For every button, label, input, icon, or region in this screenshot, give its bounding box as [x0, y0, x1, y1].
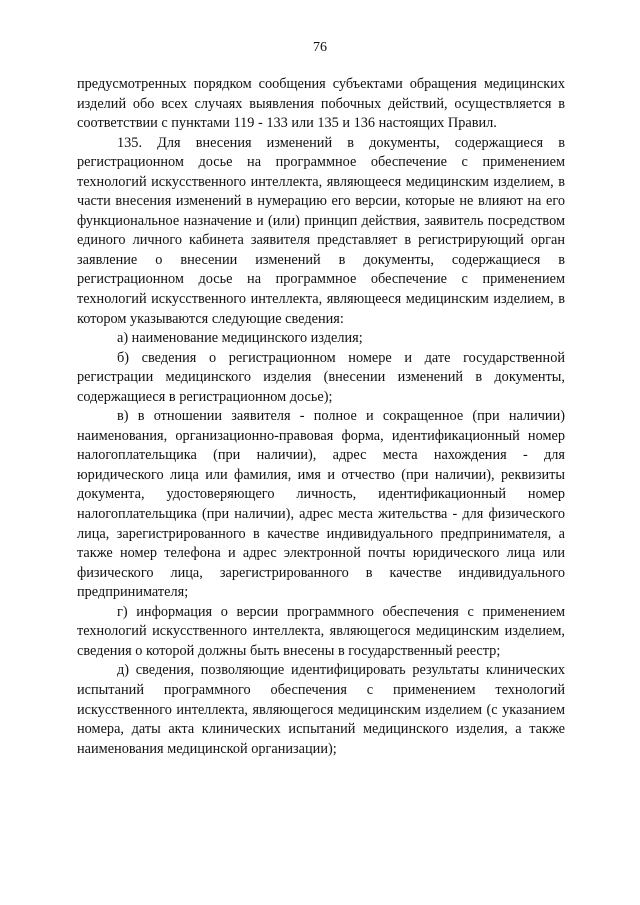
subitem-a: а) наименование медицинского изделия; [117, 330, 363, 347]
paragraph-continuation: предусмотренных порядком сообщения субъектами обращения медицинских изделий обо всех случаях выявления побочных действий, осуществляется в соответствии с пунктами 119 - 133 или 135 и 136 настоящих Правил. [77, 76, 565, 132]
subitem-b: б) сведения о регистрационном номере и дате государственной регистрации медицинского изделия (внесении изменений в документы, содержащиеся в регистрационном досье); [77, 349, 565, 405]
subitem-d: д) сведения, позволяющие идентифицировать результаты клинических испытаний программного обеспечения с применением технологий искусственного интеллекта, являющегося медицинским изделием (с указанием номера, даты акта клинических испытаний медицинского изделия, а также наименования медицинской организации); [77, 662, 565, 757]
page-number: 76 [313, 40, 327, 55]
paragraph-item-135: 135. Для внесения изменений в документы, содержащиеся в регистрационном досье на программное обеспечение с применением технологий искусственного интеллекта, являющееся медицинским изделием, в части внесения изменений в нумерацию его версии, которые не влияют на его функциональное назначение и (или) принцип действия, заявитель посредством единого личного кабинета заявителя представляет в регистрирующий орган заявление о внесении изменений в документы, содержащиеся в регистрационном досье на программное обеспечение с применением технологий искусственного интеллекта, являющееся медицинским изделием, в котором указываются следующие сведения: [77, 134, 565, 327]
document-body [77, 75, 565, 759]
subitem-v: в) в отношении заявителя - полное и сокращенное (при наличии) наименования, организационно-правовая форма, идентификационный номер налогоплательщика (при наличии), адрес места нахождения - для юридического лица или фамилия, имя и отчество (при наличии), реквизиты документа, удостоверяющего личность, идентификационный номер налогоплательщика (при наличии), адрес места жительства - для физического лица, зарегистрированного в качестве индивидуального предпринимателя, а также номер телефона и адрес электронной почты юридического лица или физического лица, зарегистрированного в качестве индивидуального предпринимателя; [77, 408, 565, 601]
subitem-g: г) информация о версии программного обеспечения с применением технологий искусственного интеллекта, являющегося медицинским изделием, сведения о которой должны быть внесены в государственный реестр; [77, 603, 565, 659]
